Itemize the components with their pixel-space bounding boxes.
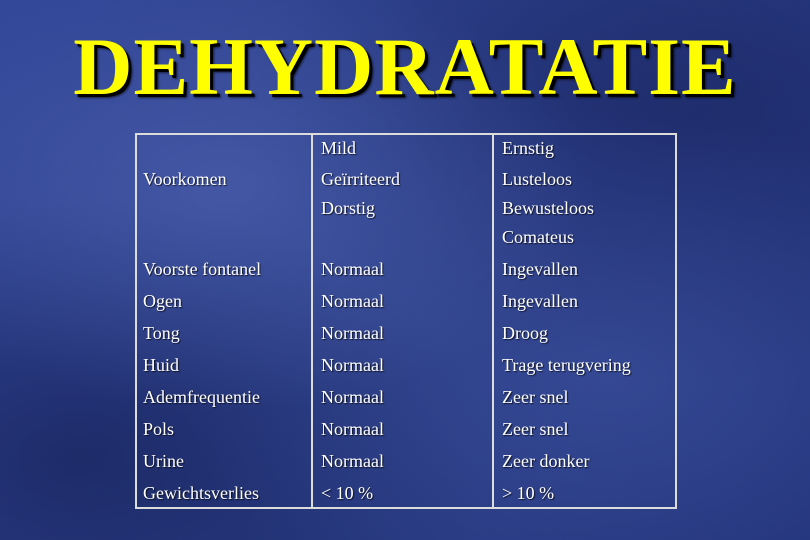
row-label-line: Voorste fontanel [143, 259, 262, 279]
mild-cell [321, 383, 384, 412]
row-label [143, 415, 174, 444]
severe-cell [502, 415, 568, 444]
row-label [143, 479, 259, 508]
row-label [143, 447, 184, 476]
row-label-line: Tong [143, 323, 180, 343]
row-label-line: Ademfrequentie [143, 387, 260, 407]
mild-cell-line: Dorstig [321, 198, 375, 218]
severe-cell-line: Zeer snel [502, 387, 569, 407]
severe-cell-line: Bewusteloos [502, 198, 594, 218]
mild-cell [321, 319, 384, 348]
severe-cell-line: Trage terugvering [502, 355, 631, 375]
mild-cell [321, 415, 384, 444]
mild-cell [321, 479, 373, 508]
column-header-line: Mild [321, 138, 357, 158]
severe-cell-line: Ingevallen [502, 259, 578, 279]
row-label [143, 255, 261, 284]
mild-cell-line: Normaal [321, 259, 384, 279]
severe-cell [502, 165, 594, 252]
column-divider [492, 135, 494, 507]
severe-cell [502, 383, 568, 412]
row-label [143, 383, 260, 412]
mild-cell-line: Normaal [321, 451, 384, 471]
mild-cell-line: Normaal [321, 323, 384, 343]
severe-cell [502, 287, 578, 316]
row-label-line: Ogen [143, 291, 182, 311]
severe-cell-line: Lusteloos [502, 169, 572, 189]
severe-cell [502, 255, 578, 284]
row-label [143, 287, 182, 316]
mild-cell-line: Normaal [321, 291, 384, 311]
mild-cell-line: < 10 % [321, 483, 374, 503]
severe-cell-line: Ingevallen [502, 291, 578, 311]
column-divider [311, 135, 313, 507]
row-label [143, 165, 227, 194]
severe-cell-line: Zeer snel [502, 419, 569, 439]
row-label-line: Urine [143, 451, 184, 471]
mild-cell [321, 447, 384, 476]
severe-cell [502, 351, 631, 380]
column-header [321, 134, 356, 163]
mild-cell-line: Geïrriteerd [321, 169, 400, 189]
mild-cell [321, 255, 384, 284]
severe-cell [502, 447, 589, 476]
row-label-line: Gewichtsverlies [143, 483, 259, 503]
severe-cell-line: Comateus [502, 227, 574, 247]
severe-cell-line: Droog [502, 323, 548, 343]
severe-cell-line: > 10 % [502, 483, 555, 503]
severe-cell [502, 479, 554, 508]
row-label [143, 319, 180, 348]
column-header [502, 134, 554, 163]
row-label-line: Voorkomen [143, 169, 227, 189]
row-label-line: Huid [143, 355, 179, 375]
column-header-line: Ernstig [502, 138, 554, 158]
mild-cell-line: Normaal [321, 355, 384, 375]
mild-cell-line: Normaal [321, 387, 384, 407]
mild-cell [321, 287, 384, 316]
row-label [143, 351, 179, 380]
severe-cell-line: Zeer donker [502, 451, 590, 471]
mild-cell [321, 351, 384, 380]
severe-cell [502, 319, 548, 348]
mild-cell [321, 165, 400, 223]
slide-title: DEHYDRATATIE [73, 21, 737, 112]
row-label-line: Pols [143, 419, 175, 439]
mild-cell-line: Normaal [321, 419, 384, 439]
